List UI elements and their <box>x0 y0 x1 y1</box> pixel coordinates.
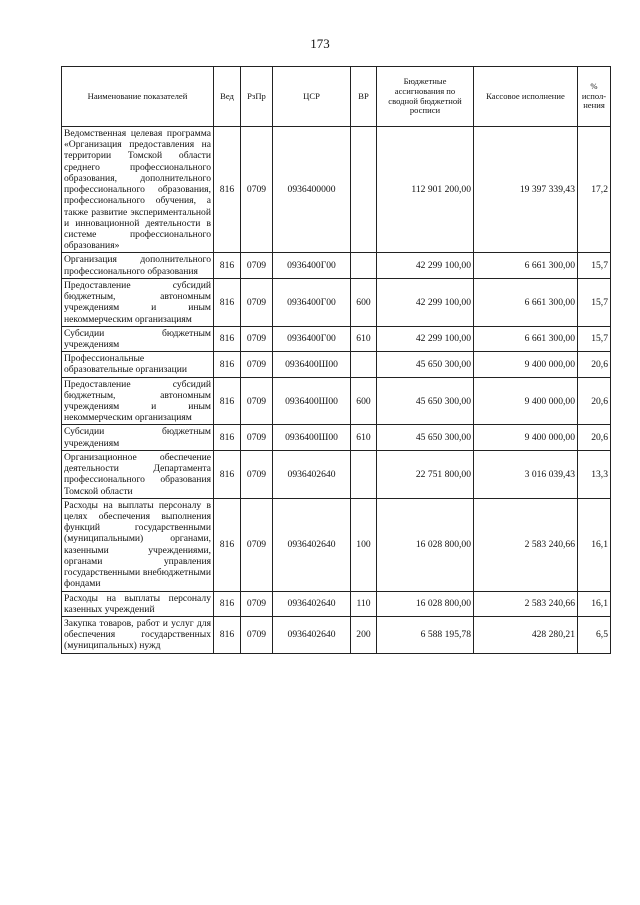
cell-percent: 16,1 <box>578 498 611 591</box>
cell-budget: 45 650 300,00 <box>377 352 474 377</box>
cell-ved: 816 <box>214 425 241 450</box>
header-ved: Вед <box>214 67 241 127</box>
table-row <box>62 450 611 498</box>
cell-vr: 200 <box>351 616 377 653</box>
cell-ved: 816 <box>214 498 241 591</box>
cell-ved: 816 <box>214 253 241 278</box>
table-row <box>62 278 611 326</box>
cell-name: Субсидии бюджетным учреждениям <box>62 326 214 351</box>
cell-percent: 20,6 <box>578 352 611 377</box>
cell-percent: 17,2 <box>578 127 611 253</box>
cell-name: Субсидии бюджетным учреждениям <box>62 425 214 450</box>
table-row <box>62 591 611 616</box>
header-name: Наименование показателей <box>62 67 214 127</box>
cell-cash: 6 661 300,00 <box>474 326 578 351</box>
cell-cash: 6 661 300,00 <box>474 253 578 278</box>
cell-cash: 9 400 000,00 <box>474 352 578 377</box>
cell-cash: 19 397 339,43 <box>474 127 578 253</box>
cell-csr: 0936400Ш00 <box>273 425 351 450</box>
cell-name: Ведомственная целевая программа «Организация предоставления на территории Томской области среднего профессионального образования, дополнительного профессионального образования, профессионального обучения, а также развитие экспериментальной и инновационной деятельности в системе профессионального образования» <box>62 127 214 253</box>
cell-name: Закупка товаров, работ и услуг для обеспечения государственных (муниципальных) нужд <box>62 616 214 653</box>
header-vr: ВР <box>351 67 377 127</box>
cell-rzpr: 0709 <box>241 326 273 351</box>
cell-budget: 45 650 300,00 <box>377 425 474 450</box>
page-number: 173 <box>310 36 330 51</box>
cell-vr: 600 <box>351 278 377 326</box>
cell-csr: 0936400000 <box>273 127 351 253</box>
header-budget: Бюджетные ассигнования по сводной бюджетной росписи <box>377 67 474 127</box>
cell-ved: 816 <box>214 352 241 377</box>
cell-csr: 0936402640 <box>273 498 351 591</box>
cell-ved: 816 <box>214 616 241 653</box>
table-row <box>62 253 611 278</box>
header-cash: Кассовое исполнение <box>474 67 578 127</box>
cell-ved: 816 <box>214 326 241 351</box>
table-row <box>62 498 611 591</box>
cell-vr <box>351 352 377 377</box>
cell-ved: 816 <box>214 278 241 326</box>
cell-rzpr: 0709 <box>241 278 273 326</box>
cell-cash: 2 583 240,66 <box>474 591 578 616</box>
cell-percent: 16,1 <box>578 591 611 616</box>
table-row <box>62 425 611 450</box>
cell-rzpr: 0709 <box>241 450 273 498</box>
cell-rzpr: 0709 <box>241 377 273 425</box>
cell-name: Расходы на выплаты персоналу в целях обеспечения выполнения функций государственными (муниципальными) органами, казенными учреждениями, органами управления государственными внебюджетными фондами <box>62 498 214 591</box>
cell-cash: 9 400 000,00 <box>474 377 578 425</box>
cell-budget: 6 588 195,78 <box>377 616 474 653</box>
cell-percent: 15,7 <box>578 326 611 351</box>
cell-percent: 20,6 <box>578 425 611 450</box>
header-csr: ЦСР <box>273 67 351 127</box>
table-row <box>62 127 611 253</box>
cell-name: Предоставление субсидий бюджетным, автономным учреждениям и иным некоммерческим организациям <box>62 278 214 326</box>
table-row <box>62 616 611 653</box>
cell-rzpr: 0709 <box>241 425 273 450</box>
cell-name: Организация дополнительного профессионального образования <box>62 253 214 278</box>
cell-vr: 600 <box>351 377 377 425</box>
cell-percent: 15,7 <box>578 278 611 326</box>
cell-budget: 42 299 100,00 <box>377 326 474 351</box>
cell-cash: 9 400 000,00 <box>474 425 578 450</box>
cell-vr: 100 <box>351 498 377 591</box>
table-row <box>62 326 611 351</box>
cell-percent: 20,6 <box>578 377 611 425</box>
budget-table <box>61 66 611 654</box>
cell-rzpr: 0709 <box>241 127 273 253</box>
cell-csr: 0936400Г00 <box>273 278 351 326</box>
cell-csr: 0936400Ш00 <box>273 377 351 425</box>
cell-name: Предоставление субсидий бюджетным, автономным учреждениям и иным некоммерческим организациям <box>62 377 214 425</box>
cell-vr <box>351 127 377 253</box>
cell-cash: 2 583 240,66 <box>474 498 578 591</box>
cell-csr: 0936400Г00 <box>273 326 351 351</box>
cell-name: Организационное обеспечение деятельности Департамента профессионального образования Томской области <box>62 450 214 498</box>
cell-budget: 42 299 100,00 <box>377 278 474 326</box>
cell-budget: 16 028 800,00 <box>377 591 474 616</box>
cell-vr <box>351 450 377 498</box>
header-rzpr: РзПр <box>241 67 273 127</box>
cell-budget: 42 299 100,00 <box>377 253 474 278</box>
cell-vr: 110 <box>351 591 377 616</box>
cell-percent: 6,5 <box>578 616 611 653</box>
cell-rzpr: 0709 <box>241 253 273 278</box>
cell-vr: 610 <box>351 326 377 351</box>
cell-cash: 3 016 039,43 <box>474 450 578 498</box>
cell-percent: 15,7 <box>578 253 611 278</box>
cell-cash: 428 280,21 <box>474 616 578 653</box>
header-percent: % испол-нения <box>578 67 611 127</box>
cell-percent: 13,3 <box>578 450 611 498</box>
cell-ved: 816 <box>214 450 241 498</box>
cell-budget: 22 751 800,00 <box>377 450 474 498</box>
cell-budget: 45 650 300,00 <box>377 377 474 425</box>
cell-vr: 610 <box>351 425 377 450</box>
table-header-row <box>62 67 611 127</box>
cell-budget: 112 901 200,00 <box>377 127 474 253</box>
cell-csr: 0936402640 <box>273 450 351 498</box>
cell-ved: 816 <box>214 127 241 253</box>
cell-ved: 816 <box>214 377 241 425</box>
cell-rzpr: 0709 <box>241 498 273 591</box>
cell-name: Профессиональные образовательные организации <box>62 352 214 377</box>
table-row <box>62 352 611 377</box>
cell-rzpr: 0709 <box>241 352 273 377</box>
cell-rzpr: 0709 <box>241 591 273 616</box>
cell-cash: 6 661 300,00 <box>474 278 578 326</box>
cell-csr: 0936400Г00 <box>273 253 351 278</box>
cell-csr: 0936402640 <box>273 616 351 653</box>
cell-rzpr: 0709 <box>241 616 273 653</box>
cell-csr: 0936400Ш00 <box>273 352 351 377</box>
cell-name: Расходы на выплаты персоналу казенных учреждений <box>62 591 214 616</box>
table-row <box>62 377 611 425</box>
cell-vr <box>351 253 377 278</box>
cell-ved: 816 <box>214 591 241 616</box>
cell-csr: 0936402640 <box>273 591 351 616</box>
cell-budget: 16 028 800,00 <box>377 498 474 591</box>
